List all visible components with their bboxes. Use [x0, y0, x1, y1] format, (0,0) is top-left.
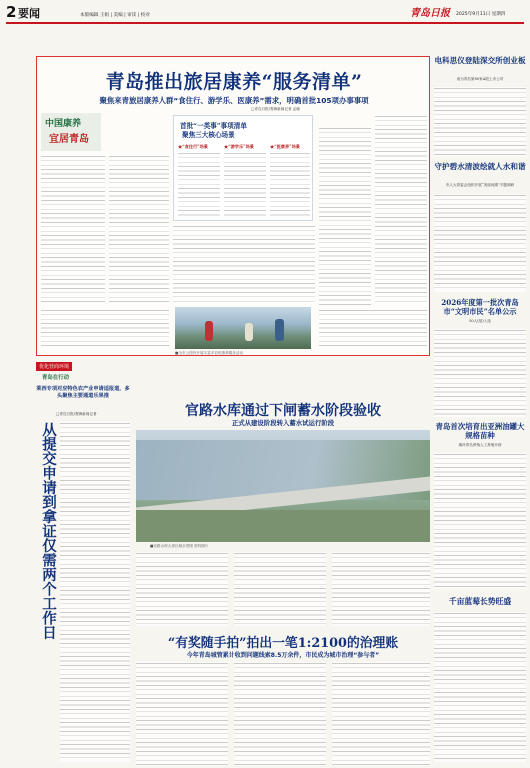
inset-col1-title: ★“食住行”场景 — [178, 144, 208, 149]
section-tag-1: 优化营商环境 — [36, 362, 72, 371]
inset-col2-title: ★“游学乐”场景 — [224, 144, 254, 149]
inset-col3-title: ★“医康养”场景 — [270, 144, 300, 149]
inset-box — [173, 115, 313, 221]
third-headline[interactable]: “有奖随手拍”拍出一笔1:2100的治理账 — [167, 636, 399, 651]
side-label-line2: 宜居青岛 — [49, 134, 89, 145]
photo-figure — [205, 321, 213, 341]
masthead — [0, 0, 530, 24]
sidebar-item2-title[interactable]: 守护碧水清波绘就人水和谐 — [434, 162, 526, 171]
lead-body-under-inset — [173, 225, 315, 305]
reservoir-photo — [136, 430, 430, 542]
sidebar-item1-title[interactable]: 电科思仪登陆深交所创业板 — [434, 56, 526, 65]
photo-figure — [245, 323, 253, 341]
lead-headline: 青岛推出旅居康养“服务清单” — [105, 71, 363, 93]
lead-subhead: 聚焦来青旅居康养人群“食住行、游学乐、医康养”需求，明确首批105项办事事项 — [99, 96, 369, 105]
left-column — [36, 386, 130, 766]
section-name: 要闻 — [18, 7, 40, 20]
lead-photo-caption: ■全市公园内开展丰富多彩的康养服务活动 — [175, 351, 244, 355]
third-body-col3 — [332, 662, 430, 766]
photo-figure — [275, 319, 284, 341]
lead-body-col1 — [41, 155, 105, 305]
lead-body-col3 — [319, 127, 371, 305]
left-body — [60, 422, 130, 762]
section-tag — [36, 362, 108, 382]
dam-road — [136, 510, 430, 542]
sidebar-item3-sub: 50人(组)入选 — [469, 319, 491, 323]
side-label — [41, 113, 101, 151]
lead-body-bottom-right — [319, 309, 427, 349]
inset-title-2: 聚焦三大核心场景 — [182, 131, 235, 139]
sidebar-item4-title[interactable]: 青岛首次培育出亚洲油罐大规格苗种 — [435, 422, 525, 441]
sidebar-item5-title[interactable]: 千亩蓝莓长势旺盛 — [448, 597, 512, 606]
sidebar-item3-title[interactable]: 2026年度第一批次青岛市“文明市民”名单公示 — [441, 298, 519, 316]
sidebar-item4-body — [434, 453, 526, 589]
inset-title-1: 首批“一类事”事项清单 — [180, 122, 247, 130]
third-body-col1 — [136, 662, 228, 766]
left-big-title[interactable]: 从提交申请到拿证仅需两个工作日 — [40, 422, 57, 640]
sidebar-item1-body — [434, 87, 526, 157]
second-headline[interactable]: 官路水库通过下闸蓄水阶段验收 — [185, 403, 381, 419]
second-subhead: 正式从建设阶段转入蓄水试运行阶段 — [231, 419, 335, 427]
date-line: 2025年9月11日 星期四 — [456, 12, 506, 17]
inset-col3-body — [270, 152, 310, 216]
sidebar-item4-sub: 填补青岛养殖人工养殖开辟 — [458, 443, 502, 447]
sidebar-item2-sub: 市人大常委会组织开展“美丽河湖”专题调研 — [445, 183, 515, 187]
lead-photo — [175, 307, 311, 349]
lead-byline: □青岛日报/观海新闻记者 孟晓 — [251, 107, 300, 111]
lead-body-bottom-left — [41, 309, 169, 349]
lead-body-col2 — [109, 155, 169, 305]
sidebar-item2-body — [434, 194, 526, 292]
lead-story-box[interactable] — [36, 56, 430, 356]
inset-col1-body — [178, 152, 220, 216]
sidebar-item5-body — [434, 612, 526, 762]
meta-line: 本版编辑 王娟 | 美编 | 审读 | 校对 — [80, 13, 150, 18]
second-body-col1 — [136, 552, 228, 626]
second-body-col2 — [234, 552, 326, 626]
section-tag-2: 青岛在行动 — [42, 375, 69, 381]
third-body-col2 — [234, 662, 326, 766]
second-body-col3 — [332, 552, 430, 626]
reservoir-photo-caption: ■官路水库大坝区域全景图 资料图片 — [150, 544, 209, 548]
paper-name: 青岛日报 — [410, 8, 450, 19]
sidebar-item1-sub: 成为青岛第80家A股上市公司 — [456, 77, 504, 81]
lead-body-col4 — [375, 115, 427, 305]
third-subhead: 今年青岛城管累计收到问题线索8.5万余件，市民成为城市治理“参与者” — [186, 652, 380, 659]
sidebar-item3-body — [434, 329, 526, 417]
side-label-line1: 中国康养 — [45, 119, 82, 129]
inset-col2-body — [224, 152, 266, 216]
sidebar — [434, 56, 526, 766]
masthead-rule — [6, 22, 524, 24]
left-byline: □青岛日报/观海新闻记者 — [56, 412, 97, 416]
left-kicker: 莱西专项对应特色农产业申请适报道，多头聚焦主要通道乐果推 — [36, 386, 130, 399]
page-number: 2 — [6, 3, 17, 21]
